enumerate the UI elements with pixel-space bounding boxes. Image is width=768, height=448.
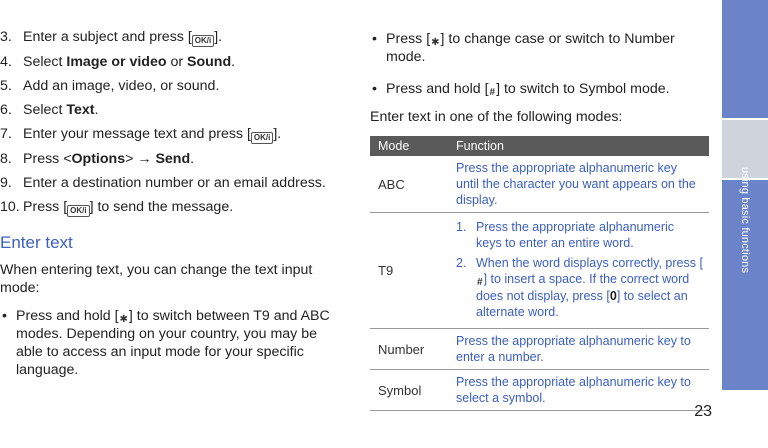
hash-key-icon: # (489, 87, 496, 98)
menu-term: Image or video (66, 54, 167, 70)
step-text: . (190, 151, 195, 167)
side-tab-band-top (722, 0, 768, 118)
step-number: 8. (0, 151, 12, 167)
bullet-text: ] to change case or switch to Number mode. (386, 31, 675, 65)
table-header-row (370, 136, 709, 156)
section-heading: Enter text (0, 233, 73, 252)
step-text: ]. (273, 126, 282, 142)
function-cell: Press the appropriate alphanumeric key until the character you want appears on the display. (448, 156, 709, 213)
mode-cell: Symbol (370, 370, 448, 411)
zero-key: 0 (609, 289, 617, 303)
menu-term: Text (66, 102, 95, 118)
mode-cell: Number (370, 329, 448, 370)
step-text: ] to send the message. (89, 199, 234, 215)
modes-table (370, 136, 709, 411)
ok-key-icon: OK/i (67, 205, 89, 217)
table-intro: Enter text in one of the following modes: (370, 109, 623, 125)
step-text: Enter your message text and press [ (23, 126, 251, 142)
step-10 (0, 198, 340, 217)
header-mode: Mode (370, 136, 448, 156)
left-column (0, 28, 340, 387)
t9-step-text: When the word displays correctly, press [ (476, 256, 703, 270)
star-key-icon: ✱ (119, 314, 128, 325)
bullet-item (370, 80, 710, 98)
step-6 (0, 101, 340, 119)
bullet-text: ] to switch to Symbol mode. (496, 81, 670, 97)
step-9 (0, 174, 340, 192)
step-text: Add an image, video, or sound. (23, 78, 220, 94)
step-text: ]. (214, 29, 223, 45)
t9-step-number: 1. (456, 220, 467, 234)
step-text: or (166, 54, 188, 70)
t9-step-text: ] to insert a space. If the correct word does not display, press [ (476, 272, 690, 303)
t9-steps (456, 219, 703, 320)
table-row (370, 370, 709, 411)
step-number: 4. (0, 54, 12, 70)
mode-cell: ABC (370, 156, 448, 213)
table-row (370, 329, 709, 370)
right-column (370, 30, 710, 411)
bullet-item (0, 307, 340, 379)
bullet-text: Press [ (386, 31, 431, 47)
step-text: Press < (23, 151, 72, 167)
function-cell (448, 213, 709, 329)
step-text: Enter a destination number or an email address. (23, 175, 326, 191)
step-5 (0, 77, 340, 95)
hash-key-icon: # (477, 277, 483, 288)
table-row (370, 156, 709, 213)
step-number: 10. (0, 199, 20, 215)
step-7 (0, 125, 340, 144)
step-3 (0, 28, 340, 47)
step-text: > → (125, 151, 156, 167)
side-tab-label: using basic functions (739, 166, 752, 274)
menu-term: Sound (187, 54, 232, 70)
step-number: 9. (0, 175, 12, 191)
step-number: 6. (0, 102, 12, 118)
menu-term: Send (155, 151, 191, 167)
step-text: Press [ (23, 199, 68, 215)
function-cell: Press the appropriate alphanumeric key to select a symbol. (448, 370, 709, 411)
side-tab-label-wrap (722, 160, 768, 280)
bullet-text: Press and hold [ (16, 308, 119, 324)
step-text: Enter a subject and press [ (23, 29, 192, 45)
t9-step-text: Press the appropriate alphanumeric keys to enter an entire word. (476, 220, 675, 250)
menu-term: Options (71, 151, 126, 167)
bullet-item (370, 30, 710, 66)
t9-step-text: ] to select an alternate word. (476, 289, 688, 319)
t9-step (456, 219, 703, 251)
section-paragraph: When entering text, you can change the text input mode: (0, 262, 313, 296)
step-text: . (94, 102, 99, 118)
step-number: 5. (0, 78, 12, 94)
t9-step-number: 2. (456, 256, 467, 270)
step-number: 3. (0, 29, 12, 45)
table-row (370, 213, 709, 329)
step-8 (0, 150, 340, 168)
bullet-text: Press and hold [ (386, 81, 489, 97)
page-number: 23 (694, 403, 712, 420)
ok-key-icon: OK/i (192, 35, 214, 47)
step-text: Select (23, 54, 67, 70)
t9-step (456, 255, 703, 320)
mode-cell: T9 (370, 213, 448, 329)
ok-key-icon: OK/i (251, 132, 273, 144)
header-function: Function (448, 136, 709, 156)
function-cell: Press the appropriate alphanumeric key to enter a number. (448, 329, 709, 370)
step-text: . (231, 54, 236, 70)
step-number: 7. (0, 126, 12, 142)
bullet-text: ] to switch between T9 and ABC modes. Depending on your country, you may be able to access an input mode for your specific language. (16, 308, 330, 378)
star-key-icon: ✱ (431, 37, 440, 48)
bullet-list (370, 30, 710, 98)
step-text: Select (23, 102, 67, 118)
bullet-list (0, 307, 340, 379)
step-4 (0, 53, 340, 71)
